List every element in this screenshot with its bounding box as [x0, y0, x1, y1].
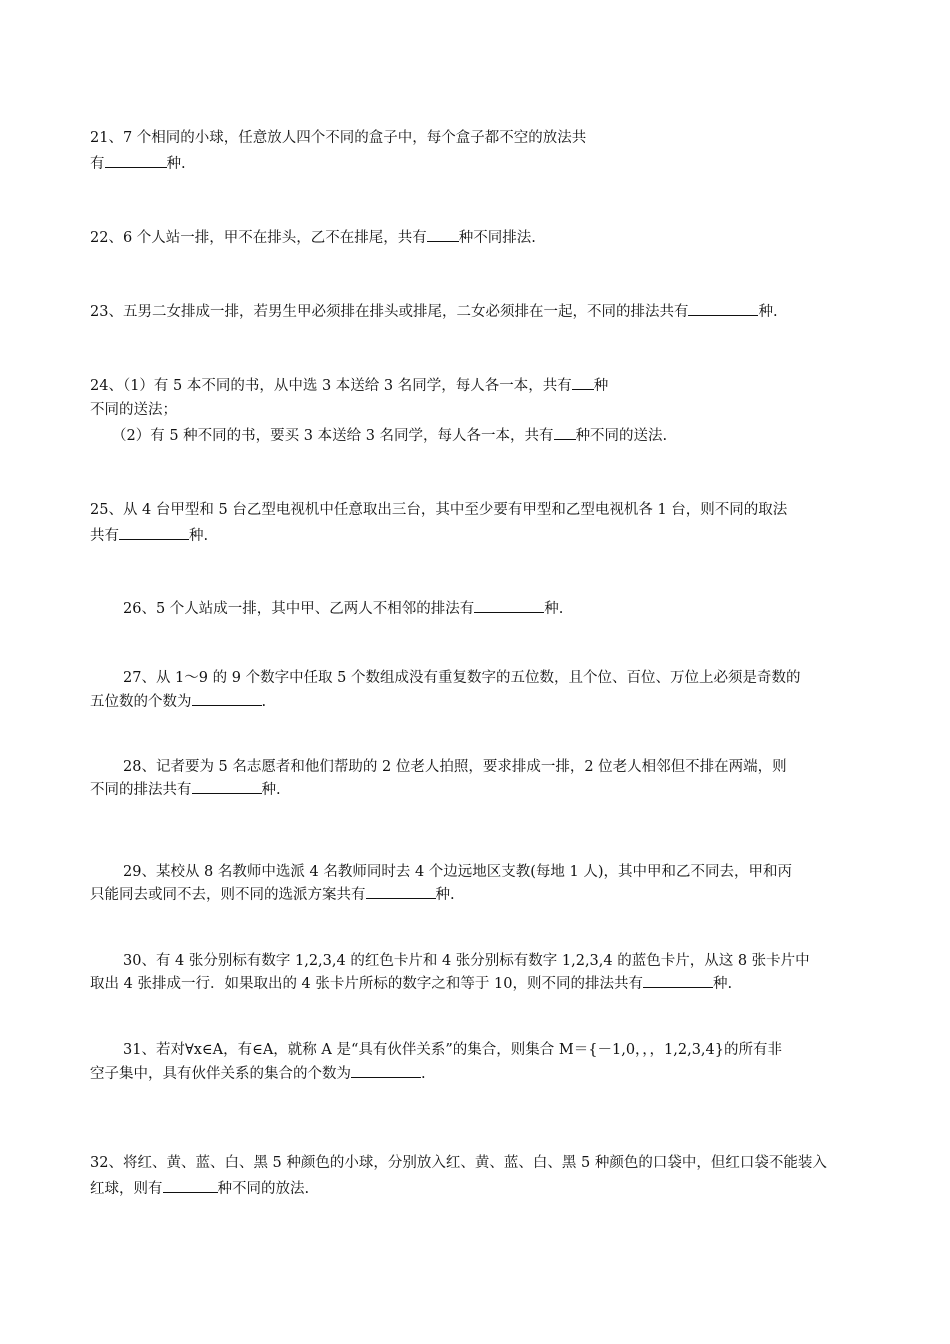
- q24-line3: （2）有 5 种不同的书，要买 3 本送给 3 名同学，每人各一本，共有 种不同的送法.: [112, 425, 667, 446]
- q26-line1: 26、5 个人站成一排，其中甲、乙两人不相邻的排法有 种.: [123, 598, 563, 619]
- q25-answer-blank[interactable]: [119, 525, 189, 540]
- q30-line1: 30、有 4 张分别标有数字 1,2,3,4 的红色卡片和 4 张分别标有数字 1,2,3,4 的蓝色卡片，从这 8 张卡片中: [123, 953, 810, 969]
- q25-line2: 共有 种.: [90, 525, 208, 546]
- q21-line2: 有 种.: [90, 153, 186, 174]
- q27-line2: 五位数的个数为 .: [90, 691, 266, 712]
- q24-line1: 24、（1）有 5 本不同的书，从中选 3 本送给 3 名同学，每人各一本，共有 种: [90, 375, 608, 396]
- q26-answer-blank[interactable]: [474, 598, 544, 613]
- q22-answer-blank[interactable]: [427, 227, 459, 242]
- q31-line2: 空子集中，具有伙伴关系的集合的个数为 .: [90, 1063, 426, 1084]
- q30-line2: 取出 4 张排成一行．如果取出的 4 张卡片所标的数字之和等于 10，则不同的排法共有 种.: [90, 973, 732, 994]
- q32-line2: 红球，则有 种不同的放法.: [90, 1178, 309, 1199]
- q29-line1: 29、某校从 8 名教师中选派 4 名教师同时去 4 个边远地区支教(每地 1 人)，其中甲和乙不同去，甲和丙: [123, 864, 793, 880]
- q22-line1: 22、6 个人站一排，甲不在排头，乙不在排尾，共有 种不同排法.: [90, 227, 536, 248]
- q25-line1: 25、从 4 台甲型和 5 台乙型电视机中任意取出三台，其中至少要有甲型和乙型电视机各 1 台，则不同的取法: [90, 502, 788, 518]
- q27-line1: 27、从 1～9 的 9 个数字中任取 5 个数组成没有重复数字的五位数，且个位、百位、万位上必须是奇数的: [123, 670, 801, 686]
- q23-line1: 23、五男二女排成一排，若男生甲必须排在排头或排尾，二女必须排在一起，不同的排法共有 种.: [90, 301, 778, 322]
- q28-line1: 28、记者要为 5 名志愿者和他们帮助的 2 位老人拍照，要求排成一排，2 位老人相邻但不排在两端，则: [123, 759, 787, 775]
- q23-answer-blank[interactable]: [688, 301, 758, 316]
- q24-2-answer-blank[interactable]: [554, 425, 576, 440]
- q32-line1: 32、将红、黄、蓝、白、黑 5 种颜色的小球，分别放入红、黄、蓝、白、黑 5 种颜色的口袋中，但红口袋不能装入: [90, 1155, 827, 1171]
- q21-answer-blank[interactable]: [105, 153, 167, 168]
- q24-line2: 不同的送法；: [90, 402, 177, 418]
- q31-line1: 31、若对∀x∈A，有∈A，就称 A 是“具有伙伴关系”的集合，则集合 M＝{－1,0，，，1,2,3,4}的所有非: [123, 1042, 782, 1058]
- q29-answer-blank[interactable]: [366, 884, 436, 899]
- q31-answer-blank[interactable]: [351, 1063, 421, 1078]
- q28-answer-blank[interactable]: [192, 779, 262, 794]
- q21-line1: 21、7 个相同的小球，任意放人四个不同的盒子中，每个盒子都不空的放法共: [90, 130, 587, 146]
- q29-line2: 只能同去或同不去，则不同的选派方案共有 种.: [90, 884, 455, 905]
- q30-answer-blank[interactable]: [643, 973, 713, 988]
- q24-1-answer-blank[interactable]: [572, 375, 594, 390]
- q28-line2: 不同的排法共有 种.: [90, 779, 281, 800]
- q32-answer-blank[interactable]: [163, 1178, 218, 1193]
- q27-answer-blank[interactable]: [192, 691, 262, 706]
